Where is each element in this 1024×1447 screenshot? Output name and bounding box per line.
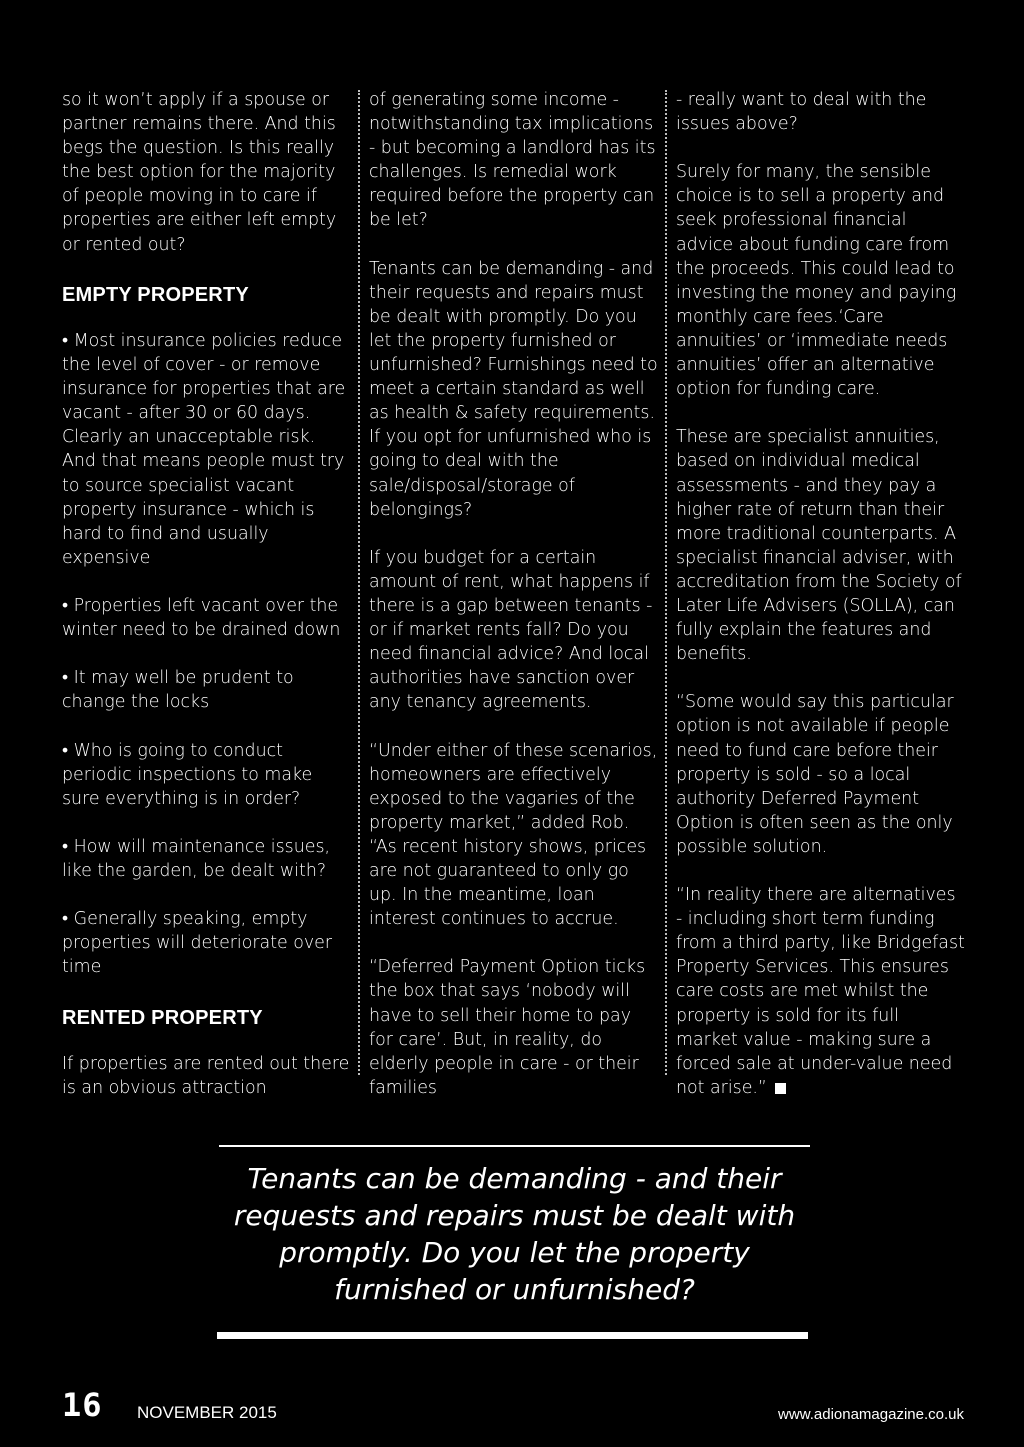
paragraph: Surely for many, the sensible choice is to sell a property and seek professional financial advice about funding care from the proceeds. This could lead to investing the money and paying monthly care fees.‘Care annuities’ or ‘immediate needs annuities’ offer an alternative option for funding care. <box>676 162 957 400</box>
pull-quote: Tenants can be demanding - and their requests and repairs must be dealt with promptly. Do you let the property furnished or unfurnished? <box>233 1162 796 1306</box>
paragraph: “Under either of these scenarios, homeowners are effectively exposed to the vagaries of the property market,” added Rob. “As recent history shows, prices are not guaranteed to only go up. In the meantime, loan interest continues to accrue. <box>369 740 658 930</box>
paragraph: “Some would say this particular option is not available if people need to fund care before their property is sold - so a local authority Deferred Payment Option is often seen as the only possible solution. <box>676 692 954 857</box>
paragraph: - really want to deal with the issues above? <box>676 90 927 135</box>
column-divider <box>358 90 360 1075</box>
final-paragraph <box>676 883 966 1100</box>
bullet-item: • Generally speaking, empty properties will deteriorate over time <box>62 909 333 978</box>
article-column-1 <box>62 88 350 1124</box>
article-column-3 <box>676 88 966 1124</box>
column-divider <box>665 90 667 1075</box>
page-number: 16 <box>62 1386 103 1424</box>
paragraph: so it won’t apply if a spouse or partner remains there. And this begs the question. Is this really the best option for the majority of people moving in to care if properties are either left empty or rented out? <box>62 90 337 255</box>
paragraph: Tenants can be demanding - and their requests and repairs must be dealt with promptly. Do you let the property furnished or unfurnished? Furnishings need to meet a certain standard as well as health & safety requirements. If you opt for unfurnished who is going to deal with the sale/disposal/storage of belongings? <box>369 258 658 520</box>
issue-date: NOVEMBER 2015 <box>137 1403 277 1422</box>
bullet-item: • How will maintenance issues, like the garden, be dealt with? <box>62 836 331 881</box>
paragraph-text: “In reality there are alternatives - including short term funding from a third party, like Bridgefast Property Services. This ensures care costs are met whilst the property is sold for its full market value - making sure a forced sale at under-value need not arise.” <box>676 885 965 1098</box>
section-heading-rented-property: RENTED PROPERTY <box>62 1006 263 1029</box>
bullet-item: • Properties left vacant over the winter need to be drained down <box>62 595 341 641</box>
bullet-item: • Most insurance policies reduce the level of cover - or remove insurance for properties that are vacant - after 30 or 60 days. Clearly an unacceptable risk. And that means people must try to source specialist vacant property insurance - which is hard to find and usually expensive <box>62 330 346 568</box>
pull-quote-bottom-rule <box>217 1332 808 1339</box>
article-column-2 <box>369 88 659 1124</box>
paragraph: If you budget for a certain amount of rent, what happens if there is a gap between tenants - or if market rents fall? Do you need financial advice? And local authorities have sanction over any tenancy agreements. <box>369 547 653 713</box>
pull-quote-top-rule <box>219 1145 810 1147</box>
section-heading-empty-property: EMPTY PROPERTY <box>62 283 249 306</box>
paragraph: These are specialist annuities, based on individual medical assessments - and they pay a higher rate of return than their more traditional counterparts. A specialist financial adviser, with accreditation from the Society of Later Life Advisers (SOLLA), can fully explain the features and benefits. <box>676 427 962 665</box>
bullet-item: • It may well be prudent to change the locks <box>62 668 294 713</box>
paragraph: If properties are rented out there is an obvious attraction <box>62 1053 350 1098</box>
bullet-item: • Who is going to conduct periodic inspections to make sure everything is in order? <box>62 740 313 809</box>
paragraph: “Deferred Payment Option ticks the box that says ‘nobody will have to sell their home to pay for care’. But, in reality, do elderly people in care - or their families <box>369 957 646 1098</box>
end-of-article-mark-icon <box>775 1083 786 1094</box>
paragraph: of generating some income -notwithstanding tax implications - but becoming a landlord has its challenges. Is remedial work required before the property can be let? <box>369 90 656 231</box>
website-url: www.adionamagazine.co.uk <box>778 1406 964 1423</box>
